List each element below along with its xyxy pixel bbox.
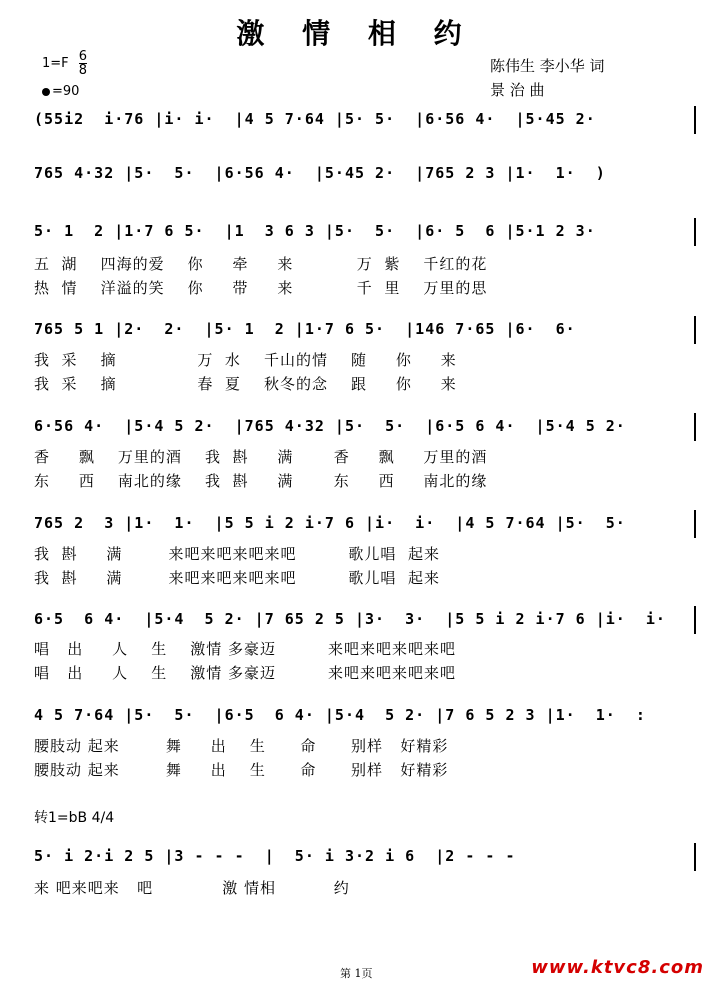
- lyric-line-8-verse-2: 腰肢动 起来 舞 出 生 命 别样 好精彩: [34, 761, 449, 779]
- key-signature: [42, 50, 87, 77]
- score-line-7: 6·5 6 4· |5·4 5 2· |7 65 2 5 |3· 3· |5 5 i 2 i·7 6 |i· i·: [34, 610, 694, 628]
- lyric-line-4-verse-1: 我 采 摘 万 水 千山的情 随 你 来: [34, 351, 457, 369]
- score-line-9: 5· i 2·i 2 5 |3 - - - | 5· i 3·2 i 6 |2 - - -: [34, 847, 694, 865]
- score-line-6: 765 2 3 |1· 1· |5 5 i 2 i·7 6 |i· i· |4 5 7·64 |5· 5·: [34, 514, 694, 532]
- score-line-2: 765 4·32 |5· 5· |6·56 4· |5·45 2· |765 2 3 |1· 1· ): [34, 164, 694, 182]
- site-watermark: www.ktvc8.com: [531, 957, 704, 978]
- tempo-value: =90: [52, 84, 80, 99]
- system-end-barline: [694, 316, 696, 344]
- lyric-line-9-verse-1: 来 吧来吧来 吧 激 情相 约: [34, 879, 350, 897]
- system-end-barline: [694, 218, 696, 246]
- lyric-line-4-verse-2: 我 采 摘 春 夏 秋冬的念 跟 你 来: [34, 375, 457, 393]
- score-line-5: 6·56 4· |5·4 5 2· |765 4·32 |5· 5· |6·5 6 4· |5·4 5 2·: [34, 417, 694, 435]
- lyricist-credit: 陈伟生 李小华 词: [490, 57, 605, 75]
- lyric-line-5-verse-1: 香 飘 万里的酒 我 斟 满 香 飘 万里的酒: [34, 448, 488, 466]
- song-title: 激 情 相 约: [236, 17, 476, 50]
- system-end-barline: [694, 606, 696, 634]
- score-line-1: (55i2 i·76 |i· i· |4 5 7·64 |5· 5· |6·56 4· |5·45 2·: [34, 110, 694, 128]
- time-bottom: 8: [78, 63, 88, 78]
- lyric-line-7-verse-2: 唱 出 人 生 激情 多豪迈 来吧来吧来吧来吧: [34, 664, 456, 682]
- key-label: 1=F: [42, 56, 69, 71]
- score-line-3: 5· 1 2 |1·7 6 5· |1 3 6 3 |5· 5· |6· 5 6 |5·1 2 3·: [34, 222, 694, 240]
- lyric-line-3-verse-2: 热 情 洋溢的笑 你 带 来 千 里 万里的思: [34, 279, 488, 297]
- lyric-line-6-verse-1: 我 斟 满 来吧来吧来吧来吧 歌儿唱 起来: [34, 545, 440, 563]
- system-end-barline: [694, 843, 696, 871]
- key-change-marking: 转1=bB 4/4: [34, 810, 115, 826]
- score-line-4: 765 5 1 |2· 2· |5· 1 2 |1·7 6 5· |146 7·65 |6· 6·: [34, 320, 694, 338]
- quarter-note-icon: [42, 88, 50, 96]
- lyric-line-3-verse-1: 五 湖 四海的爱 你 牵 来 万 紫 千红的花: [34, 255, 488, 273]
- system-end-barline: [694, 413, 696, 441]
- lyric-line-8-verse-1: 腰肢动 起来 舞 出 生 命 别样 好精彩: [34, 737, 449, 755]
- time-signature: [79, 50, 87, 77]
- tempo-marking: [42, 84, 79, 100]
- page-number: 第 1页: [340, 967, 373, 980]
- score-line-8: 4 5 7·64 |5· 5· |6·5 6 4· |5·4 5 2· |7 6 5 2 3 |1· 1· :: [34, 706, 694, 724]
- composer-credit: 景 治 曲: [490, 81, 545, 99]
- lyric-line-5-verse-2: 东 西 南北的缘 我 斟 满 东 西 南北的缘: [34, 472, 488, 490]
- lyric-line-7-verse-1: 唱 出 人 生 激情 多豪迈 来吧来吧来吧来吧: [34, 640, 456, 658]
- system-end-barline: [694, 106, 696, 134]
- lyric-line-6-verse-2: 我 斟 满 来吧来吧来吧来吧 歌儿唱 起来: [34, 569, 440, 587]
- system-end-barline: [694, 510, 696, 538]
- time-top: 6: [78, 49, 88, 64]
